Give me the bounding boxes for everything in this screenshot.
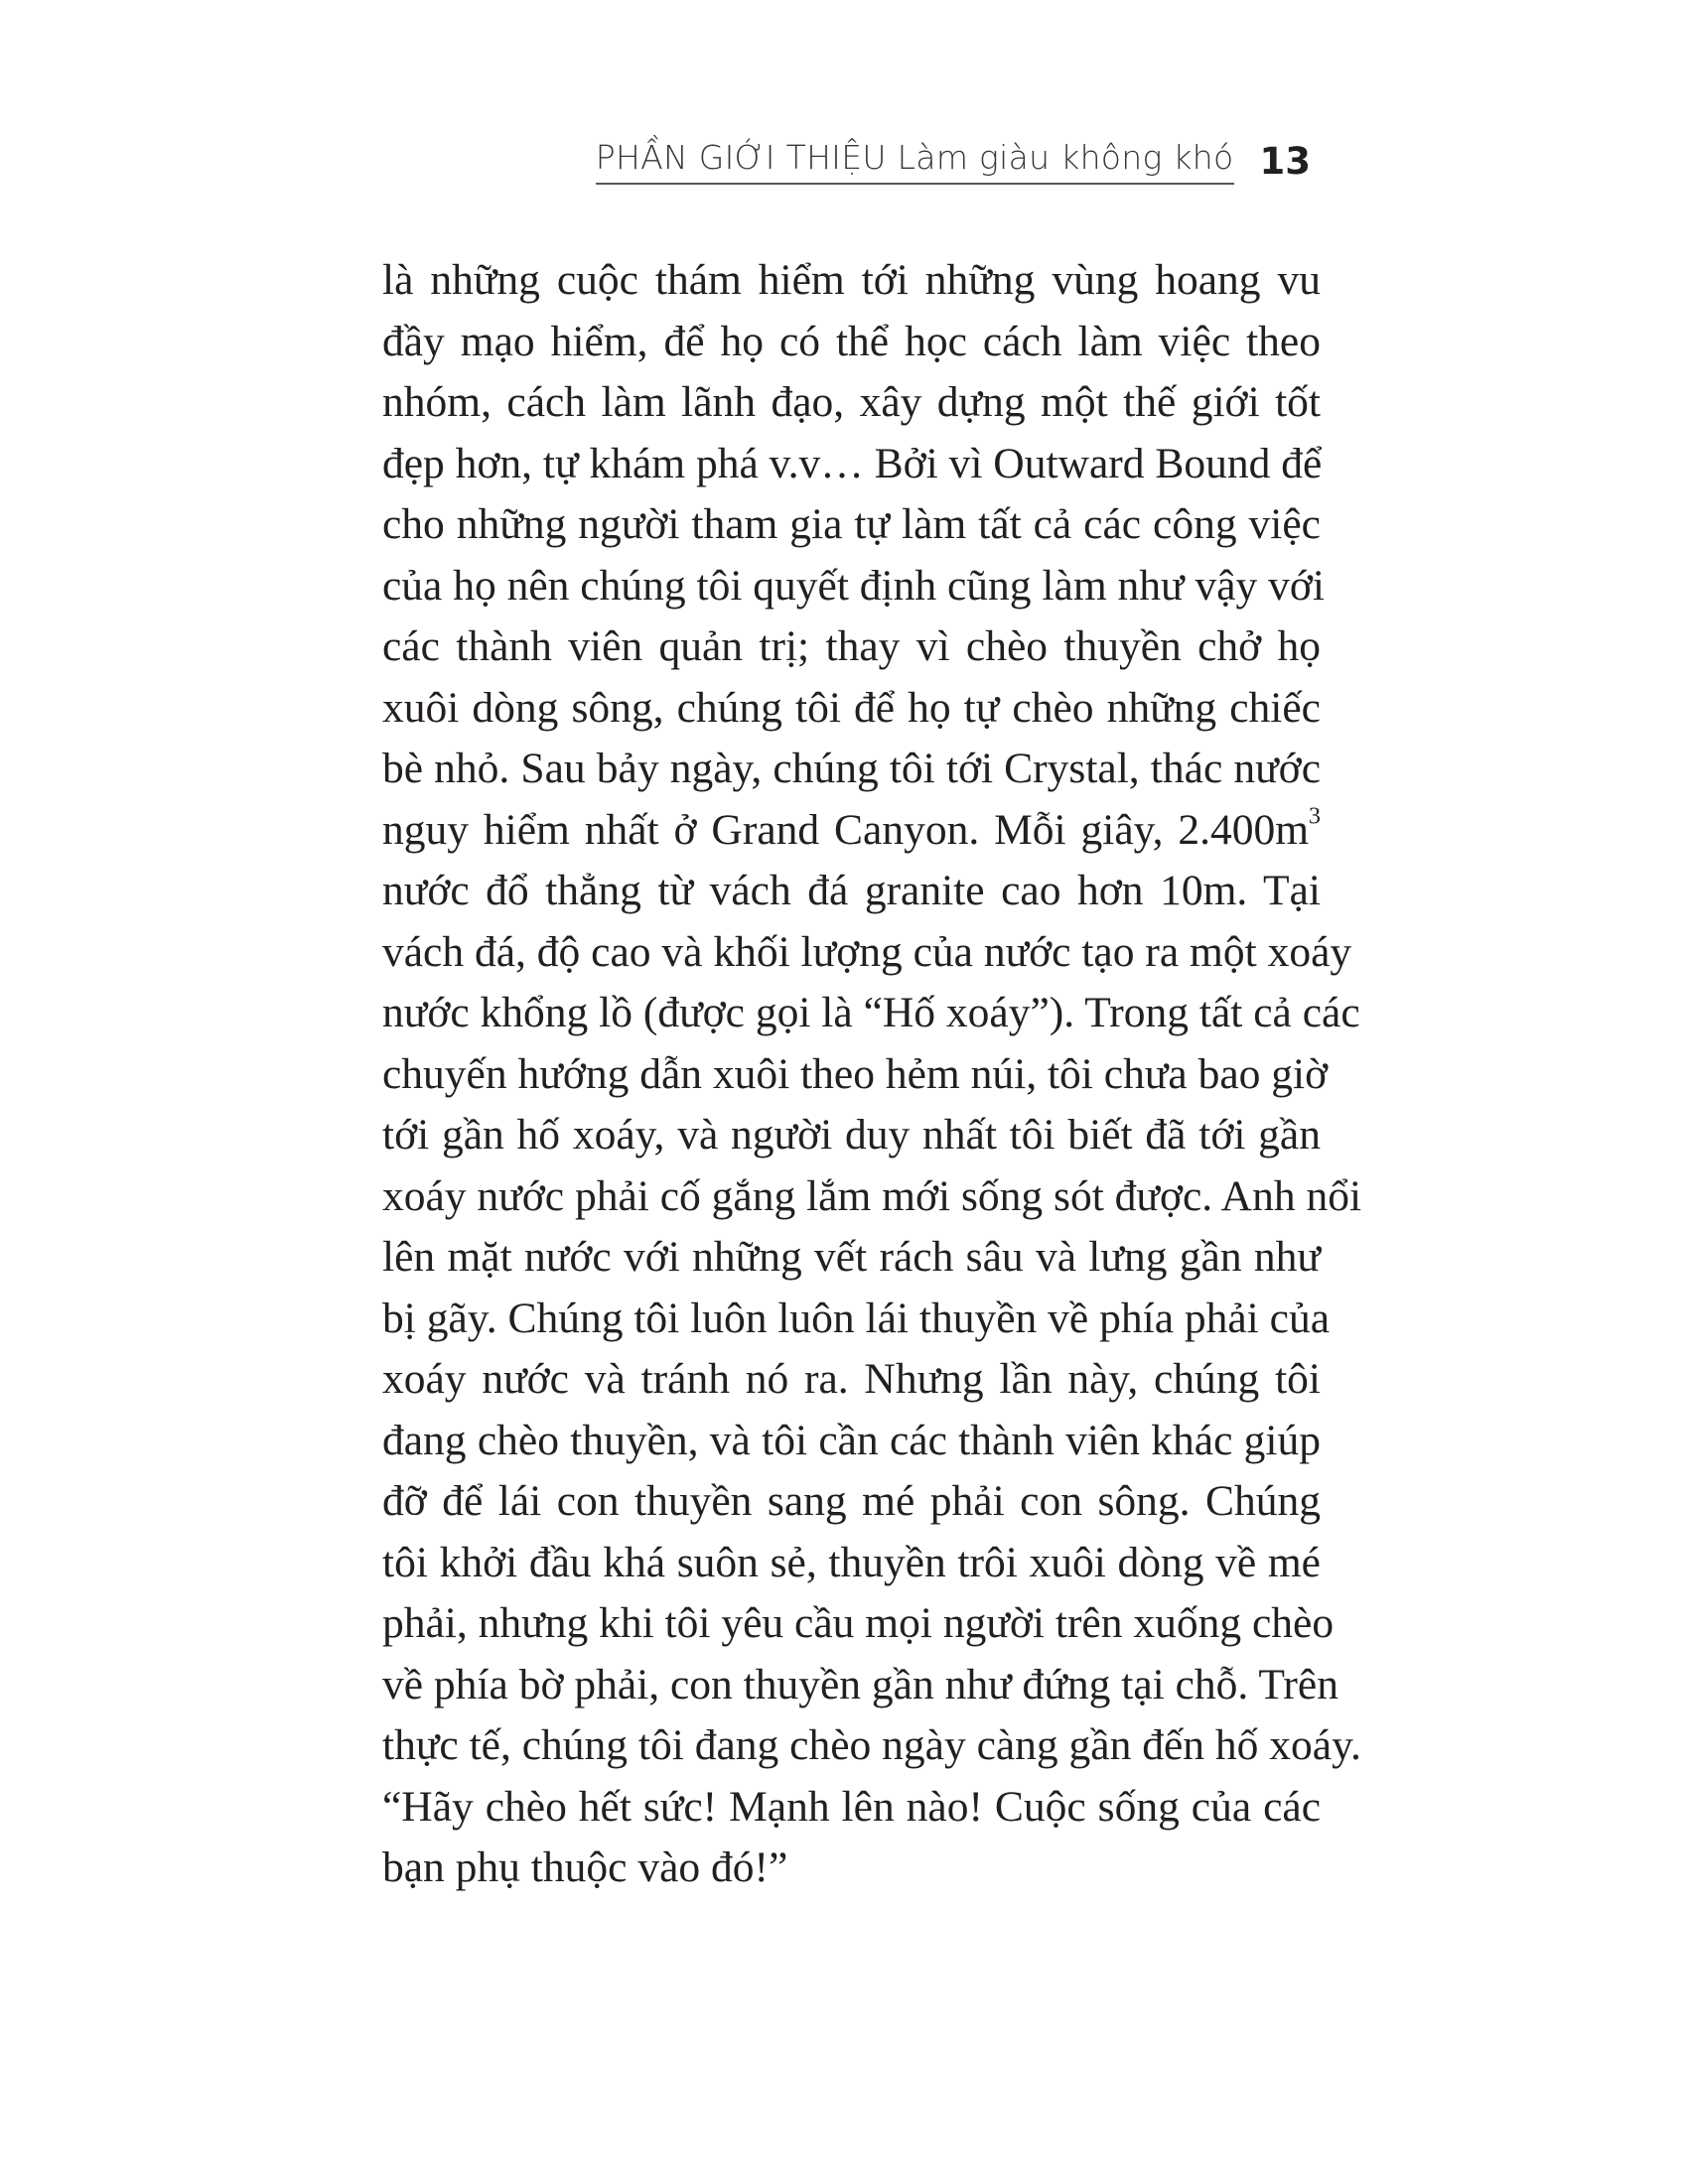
text-line-26: “Hãy chèo hết sức! Mạnh lên nào! Cuộc sống của các [382,1782,1321,1831]
running-header [596,139,1311,185]
text-line-10 [382,800,1321,862]
text-line-14: chuyến hướng dẫn xuôi theo hẻm núi, tôi chưa bao giờ [382,1049,1329,1098]
text-line-17: lên mặt nước với những vết rách sâu và lưng gần như [382,1233,1321,1281]
text-line-12: vách đá, độ cao và khối lượng của nước tạo ra một xoáy [382,927,1352,976]
text-line-15: tới gần hố xoáy, và người duy nhất tôi biết đã tới gần [382,1111,1321,1159]
header-section-title: PHẦN GIỚI THIỆU Làm giàu không khó [596,139,1234,185]
text-line-25: thực tế, chúng tôi đang chèo ngày càng gần đến hố xoáy. [382,1721,1361,1769]
text-line-18: bị gãy. Chúng tôi luôn luôn lái thuyền về phía phải của [382,1294,1331,1342]
text-line-3: nhóm, cách làm lãnh đạo, xây dựng một thế giới tốt [382,378,1321,426]
text-line-2: đầy mạo hiểm, để họ có thể học cách làm việc theo [382,317,1321,365]
text-line-23: phải, nhưng khi tôi yêu cầu mọi người trên xuống chèo [382,1599,1335,1647]
body-paragraph [382,250,1362,1899]
cubic-superscript: 3 [1309,803,1321,830]
text-line-20: đang chèo thuyền, và tôi cần các thành viên khác giúp [382,1416,1321,1464]
text-line-21: đỡ để lái con thuyền sang mé phải con sông. Chúng [382,1477,1321,1525]
text-line-10-content: nguy hiểm nhất ở Grand Canyon. Mỗi giây, 2.400m [382,805,1310,854]
text-line-7: các thành viên quản trị; thay vì chèo thuyền chở họ [382,622,1321,670]
text-line-22: tôi khởi đầu khá suôn sẻ, thuyền trôi xuôi dòng về mé [382,1538,1321,1586]
text-line-13: nước khổng lồ (được gọi là “Hố xoáy”). Trong tất cả các [382,989,1360,1036]
text-line-8: xuôi dòng sông, chúng tôi để họ tự chèo những chiếc [382,683,1321,732]
text-line-27: bạn phụ thuộc vào đó!” [382,1843,788,1891]
text-line-4: đẹp hơn, tự khám phá v.v… Bởi vì Outward Bound để [382,439,1323,487]
text-line-19: xoáy nước và tránh nó ra. Nhưng lần này, chúng tôi [382,1355,1321,1403]
page-number: 13 [1259,139,1311,183]
text-line-9: bè nhỏ. Sau bảy ngày, chúng tôi tới Crystal, thác nước [382,745,1321,792]
text-line-11: nước đổ thẳng từ vách đá granite cao hơn 10m. Tại [382,867,1321,914]
text-line-6: của họ nên chúng tôi quyết định cũng làm như vậy với [382,561,1326,610]
text-line-1: là những cuộc thám hiểm tới những vùng hoang vu [382,256,1321,304]
text-line-24: về phía bờ phải, con thuyền gần như đứng tại chỗ. Trên [382,1660,1338,1708]
text-line-5: cho những người tham gia tự làm tất cả các công việc [382,500,1321,548]
text-line-16: xoáy nước phải cố gắng lắm mới sống sót được. Anh nổi [382,1171,1362,1220]
